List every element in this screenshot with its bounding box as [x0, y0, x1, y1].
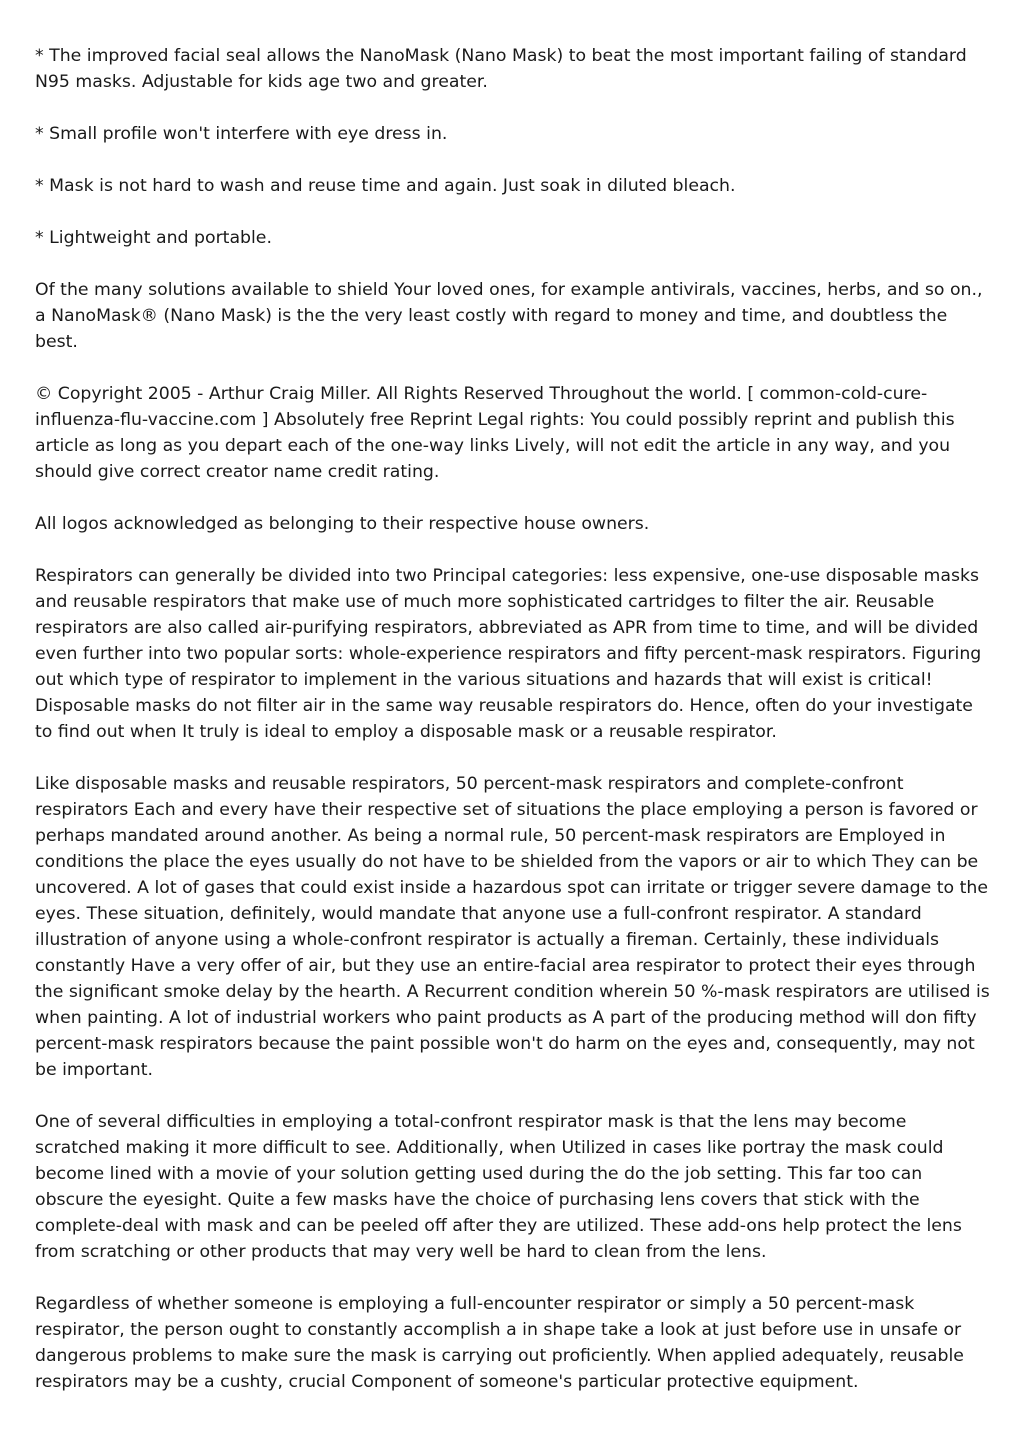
paragraph-solutions: Of the many solutions available to shield Your loved ones, for example antivirals, vaccines, herbs, and so on., a NanoMask® (Nano Mask) is the the very least costly with regard to money and time, and doubtless the best. — [35, 280, 983, 352]
paragraph-respirator-categories: Respirators can generally be divided into two Principal categories: less expensive, one-use disposable masks and reusable respirators that make use of much more sophisticated cartridges to filter the air. Reusable respirators are also called air-purifying respirators, abbreviated as APR from time to time, and will be divided even further into two popular sorts: whole-experience respirators and fifty percent-mask respirators. Figuring out which type of respirator to implement in the various situations and hazards that will exist is critical! Disposable masks do not filter air in the same way reusable respirators do. Hence, often do your investigate to find out when It truly is ideal to employ a disposable mask or a reusable respirator. — [35, 566, 982, 742]
paragraph-half-mask-vs-full: Like disposable masks and reusable respirators, 50 percent-mask respirators and complete-confront respirators Each and every have their respective set of situations the place employing a person is favored or perhaps mandated around another. As being a normal rule, 50 percent-mask respirators are Employed in conditions the place the eyes usually do not have to be shielded from the vapors or air to which They can be uncovered. A lot of gases that could exist inside a hazardous spot can irritate or trigger severe damage to the eyes. These situation, definitely, would mandate that anyone use a full-confront respirator. A standard illustration of anyone using a whole-confront respirator is actually a fireman. Certainly, these individuals constantly Have a very offer of air, but they use an entire-facial area respirator to protect their eyes through the significant smoke delay by the hearth. A Recurrent condition wherein 50 %-mask respirators are utilised is when painting. A lot of industrial workers who paint products as A part of the producing method will don fifty percent-mask respirators because the paint possible won't do harm on the eyes and, consequently, may not be important. — [35, 774, 990, 1080]
bullet-facial-seal: * The improved facial seal allows the NanoMask (Nano Mask) to beat the most important failing of standard N95 masks. Adjustable for kids age two and greater. — [35, 46, 967, 92]
bullet-lightweight: * Lightweight and portable. — [35, 228, 272, 248]
bullet-small-profile: * Small profile won't interfere with eye dress in. — [35, 124, 448, 144]
document-body — [35, 43, 991, 1421]
paragraph-copyright: © Copyright 2005 - Arthur Craig Miller. All Rights Reserved Throughout the world. [ common-cold-cure-influenza-flu-vaccine.com ] Absolutely free Reprint Legal rights: You could possibly reprint and publish this article as long as you depart each of the one-way links Lively, will not edit the article in any way, and you should give correct creator name credit rating. — [35, 384, 955, 482]
paragraph-lens-difficulties: One of several difficulties in employing a total-confront respirator mask is that the lens may become scratched making it more difficult to see. Additionally, when Utilized in cases like portray the mask could become lined with a movie of your solution getting used during the do the job setting. This far too can obscure the eyesight. Quite a few masks have the choice of purchasing lens covers that stick with the complete-deal with mask and can be peeled off after they are utilized. These add-ons help protect the lens from scratching or other products that may very well be hard to clean from the lens. — [35, 1112, 962, 1262]
paragraph-fit-test: Regardless of whether someone is employing a full-encounter respirator or simply a 50 percent-mask respirator, the person ought to constantly accomplish a in shape take a look at just before use in unsafe or dangerous problems to make sure the mask is carrying out proficiently. When applied adequately, reusable respirators may be a cushty, crucial Component of someone's particular protective equipment. — [35, 1294, 964, 1392]
bullet-washable: * Mask is not hard to wash and reuse time and again. Just soak in diluted bleach. — [35, 176, 736, 196]
paragraph-logos: All logos acknowledged as belonging to their respective house owners. — [35, 514, 650, 534]
